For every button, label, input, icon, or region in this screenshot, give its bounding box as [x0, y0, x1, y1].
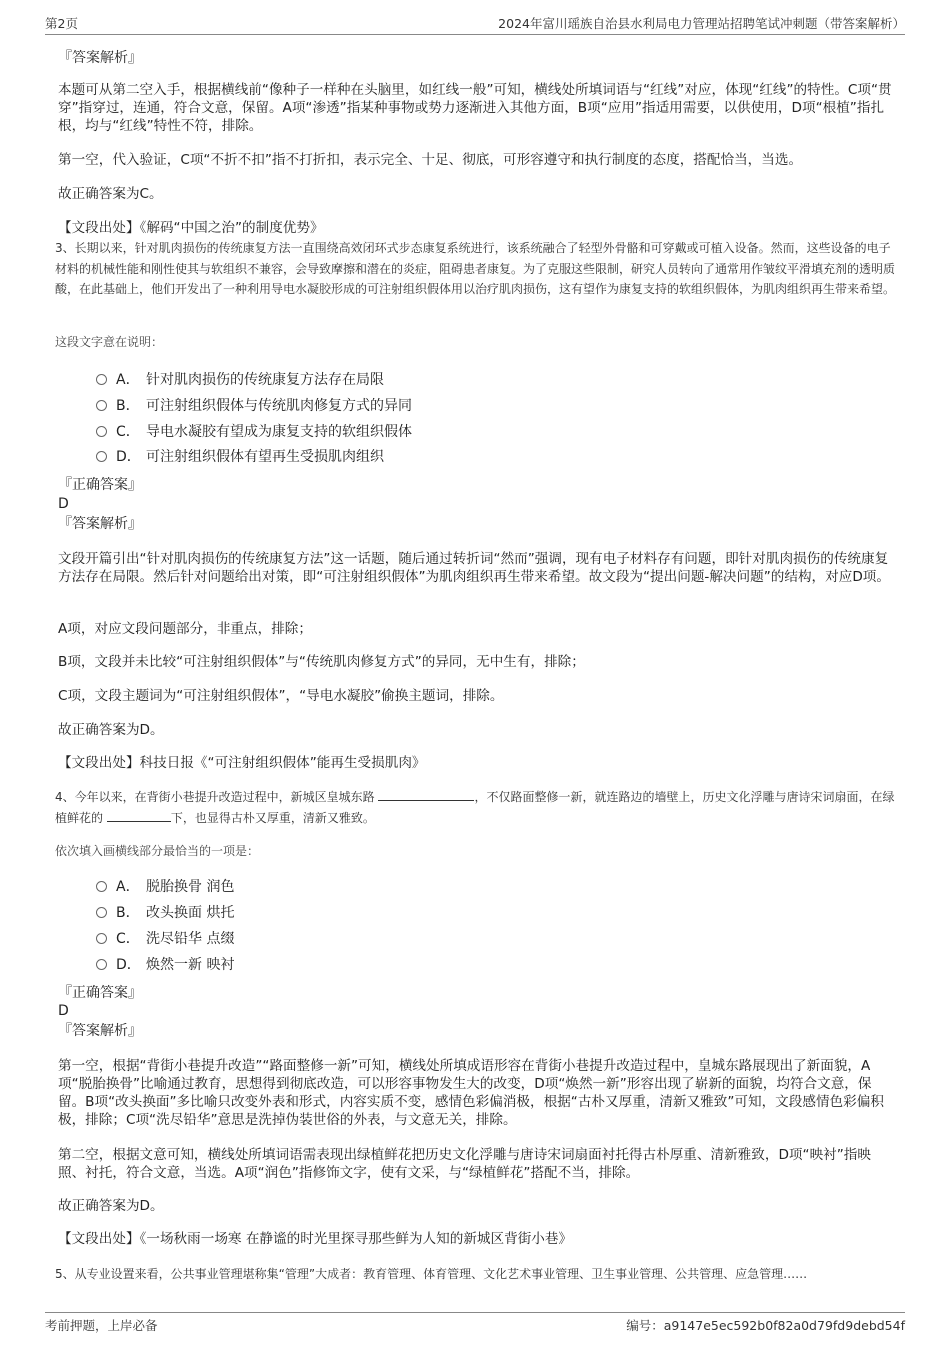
q4-option-a[interactable]: A． 脱胎换骨 润色 [96, 877, 234, 897]
page-header [45, 14, 905, 35]
q4-answer-label: 『正确答案』 [58, 985, 142, 1001]
page-footer [45, 1312, 905, 1340]
q3-conclusion: 故正确答案为D。 [58, 722, 164, 738]
q3-answer: D [58, 496, 69, 512]
q4-option-d[interactable]: D． 焕然一新 映衬 [96, 955, 234, 975]
q3-stem: 3、长期以来，针对肌肉损伤的传统康复方法一直围绕高效闭环式步态康复系统进行，该系统融合了轻型外骨骼和可穿戴或可植入设备。然而，这些设备的电子材料的机械性能和刚性使其与软组织不兼容，会导致摩擦和潜在的炎症，阻碍患者康复。为了克服这些限制，研究人员转向了通常用作皱纹平滑填充剂的透明质酸，在此基础上，他们开发出了一种利用导电水凝胶形成的可注射组织假体用以治疗肌肉损伤，这有望作为康复支持的软组织假体，为肌肉组织再生带来希望。 [55, 241, 896, 296]
q4-analysis-1: 第一空，根据“背街小巷提升改造”“路面整修一新”可知，横线处所填成语形容在背街小巷提升改造过程中，皇城东路展现出了新面貌，A项“脱胎换骨”比喻通过教育，思想得到彻底改造，可以形容事物发生大的改变，D项“焕然一新”形容出现了崭新的面貌，均符合文意，保留。B项“改头换面”多比喻只改变外表和形式，内容实质不变，感情色彩偏消极，根据“古朴又厚重，清新又雅致”可知，文段感情色彩偏积极，排除；C项“洗尽铅华”意思是洗掉伪装世俗的外表，与文意无关，排除。 [58, 1058, 884, 1128]
document-id: 编号：a9147e5ec592b0f82a0d79fd9debd54f [626, 1318, 905, 1333]
q4-option-b[interactable]: B． 改头换面 烘托 [96, 903, 234, 923]
q4-prompt: 依次填入画横线部分最恰当的一项是： [55, 844, 260, 858]
q2-source: 【文段出处】《解码“中国之治”的制度优势》 [58, 220, 324, 236]
page-number: 第2页 [45, 16, 78, 31]
radio-icon[interactable] [96, 959, 107, 970]
radio-icon[interactable] [96, 881, 107, 892]
q3-option-d[interactable]: D． 可注射组织假体有望再生受损肌肉组织 [96, 447, 384, 467]
q2-analysis-1: 本题可从第二空入手，根据横线前“像种子一样种在头脑里，如红线一般”可知，横线处所填词语与“红线”对应，体现“红线”的特性。C项“贯穿”指穿过，连通，符合文意，保留。A项“渗透”指某种事物或势力逐渐进入其他方面，B项“应用”指适用需要，以供使用，D项“根植”指扎根，均与“红线”特性不符，排除。 [58, 82, 892, 134]
q2-analysis-label: 『答案解析』 [58, 50, 142, 66]
q3-option-a[interactable]: A． 针对肌肉损伤的传统康复方法存在局限 [96, 370, 384, 390]
q3-analysis-4: C项，文段主题词为“可注射组织假体”，“导电水凝胶”偷换主题词，排除。 [58, 688, 504, 704]
radio-icon[interactable] [96, 374, 107, 385]
q2-conclusion: 故正确答案为C。 [58, 186, 163, 202]
q3-analysis-3: B项，文段并未比较“可注射组织假体”与“传统肌肉修复方式”的异同，无中生有，排除； [58, 654, 585, 670]
document-title: 2024年富川瑶族自治县水利局电力管理站招聘笔试冲刺题（带答案解析） [498, 16, 905, 31]
radio-icon[interactable] [96, 907, 107, 918]
q4-analysis-2: 第二空，根据文意可知，横线处所填词语需表现出绿植鲜花把历史文化浮雕与唐诗宋词扇面衬托得古朴厚重、清新雅致，D项“映衬”指映照、衬托，符合文意，当选。A项“润色”指修饰文字，使有文采，与“绿植鲜花”搭配不当，排除。 [58, 1147, 871, 1181]
q3-analysis-1: 文段开篇引出“针对肌肉损伤的传统康复方法”这一话题，随后通过转折词“然而”强调，现有电子材料存有问题，即针对肌肉损伤的传统康复方法存在局限。然后针对问题给出对策，即“可注射组织假体”为肌肉组织再生带来希望。故文段为“提出问题-解决问题”的结构，对应D项。 [58, 551, 890, 585]
q4-option-c[interactable]: C． 洗尽铅华 点缀 [96, 929, 234, 949]
q3-prompt: 这段文字意在说明： [55, 335, 164, 349]
q4-conclusion: 故正确答案为D。 [58, 1198, 164, 1214]
radio-icon[interactable] [96, 451, 107, 462]
fill-blank-2 [107, 810, 171, 822]
footer-slogan: 考前押题，上岸必备 [45, 1318, 158, 1333]
radio-icon[interactable] [96, 400, 107, 411]
radio-icon[interactable] [96, 933, 107, 944]
q2-analysis-2: 第一空，代入验证，C项“不折不扣”指不打折扣，表示完全、十足、彻底，可形容遵守和执行制度的态度，搭配恰当，当选。 [58, 152, 803, 168]
q4-stem: 4、今年以来，在背街小巷提升改造过程中，新城区皇城东路 ，不仅路面整修一新，就连路边的墙壁上，历史文化浮雕与唐诗宋词扇面，在绿植鲜花的 下，也显得古朴又厚重，清新又雅致。 [55, 790, 895, 825]
q3-source: 【文段出处】科技日报《“可注射组织假体”能再生受损肌肉》 [58, 755, 426, 771]
q5-stem: 5、从专业设置来看，公共事业管理堪称集“管理”大成者：教育管理、体育管理、文化艺术事业管理、卫生事业管理、公共管理、应急管理…… [55, 1267, 808, 1281]
q4-answer: D [58, 1003, 69, 1019]
q3-analysis-2: A项，对应文段问题部分，非重点，排除； [58, 621, 312, 637]
q4-analysis-label: 『答案解析』 [58, 1023, 142, 1039]
fill-blank-1 [378, 789, 474, 801]
q3-answer-label: 『正确答案』 [58, 477, 142, 493]
q3-option-b[interactable]: B． 可注射组织假体与传统肌肉修复方式的异同 [96, 396, 412, 416]
q3-option-c[interactable]: C． 导电水凝胶有望成为康复支持的软组织假体 [96, 422, 412, 442]
q3-analysis-label: 『答案解析』 [58, 516, 142, 532]
q4-source: 【文段出处】《一场秋雨一场寒 在静谧的时光里探寻那些鲜为人知的新城区背街小巷》 [58, 1231, 573, 1247]
radio-icon[interactable] [96, 426, 107, 437]
